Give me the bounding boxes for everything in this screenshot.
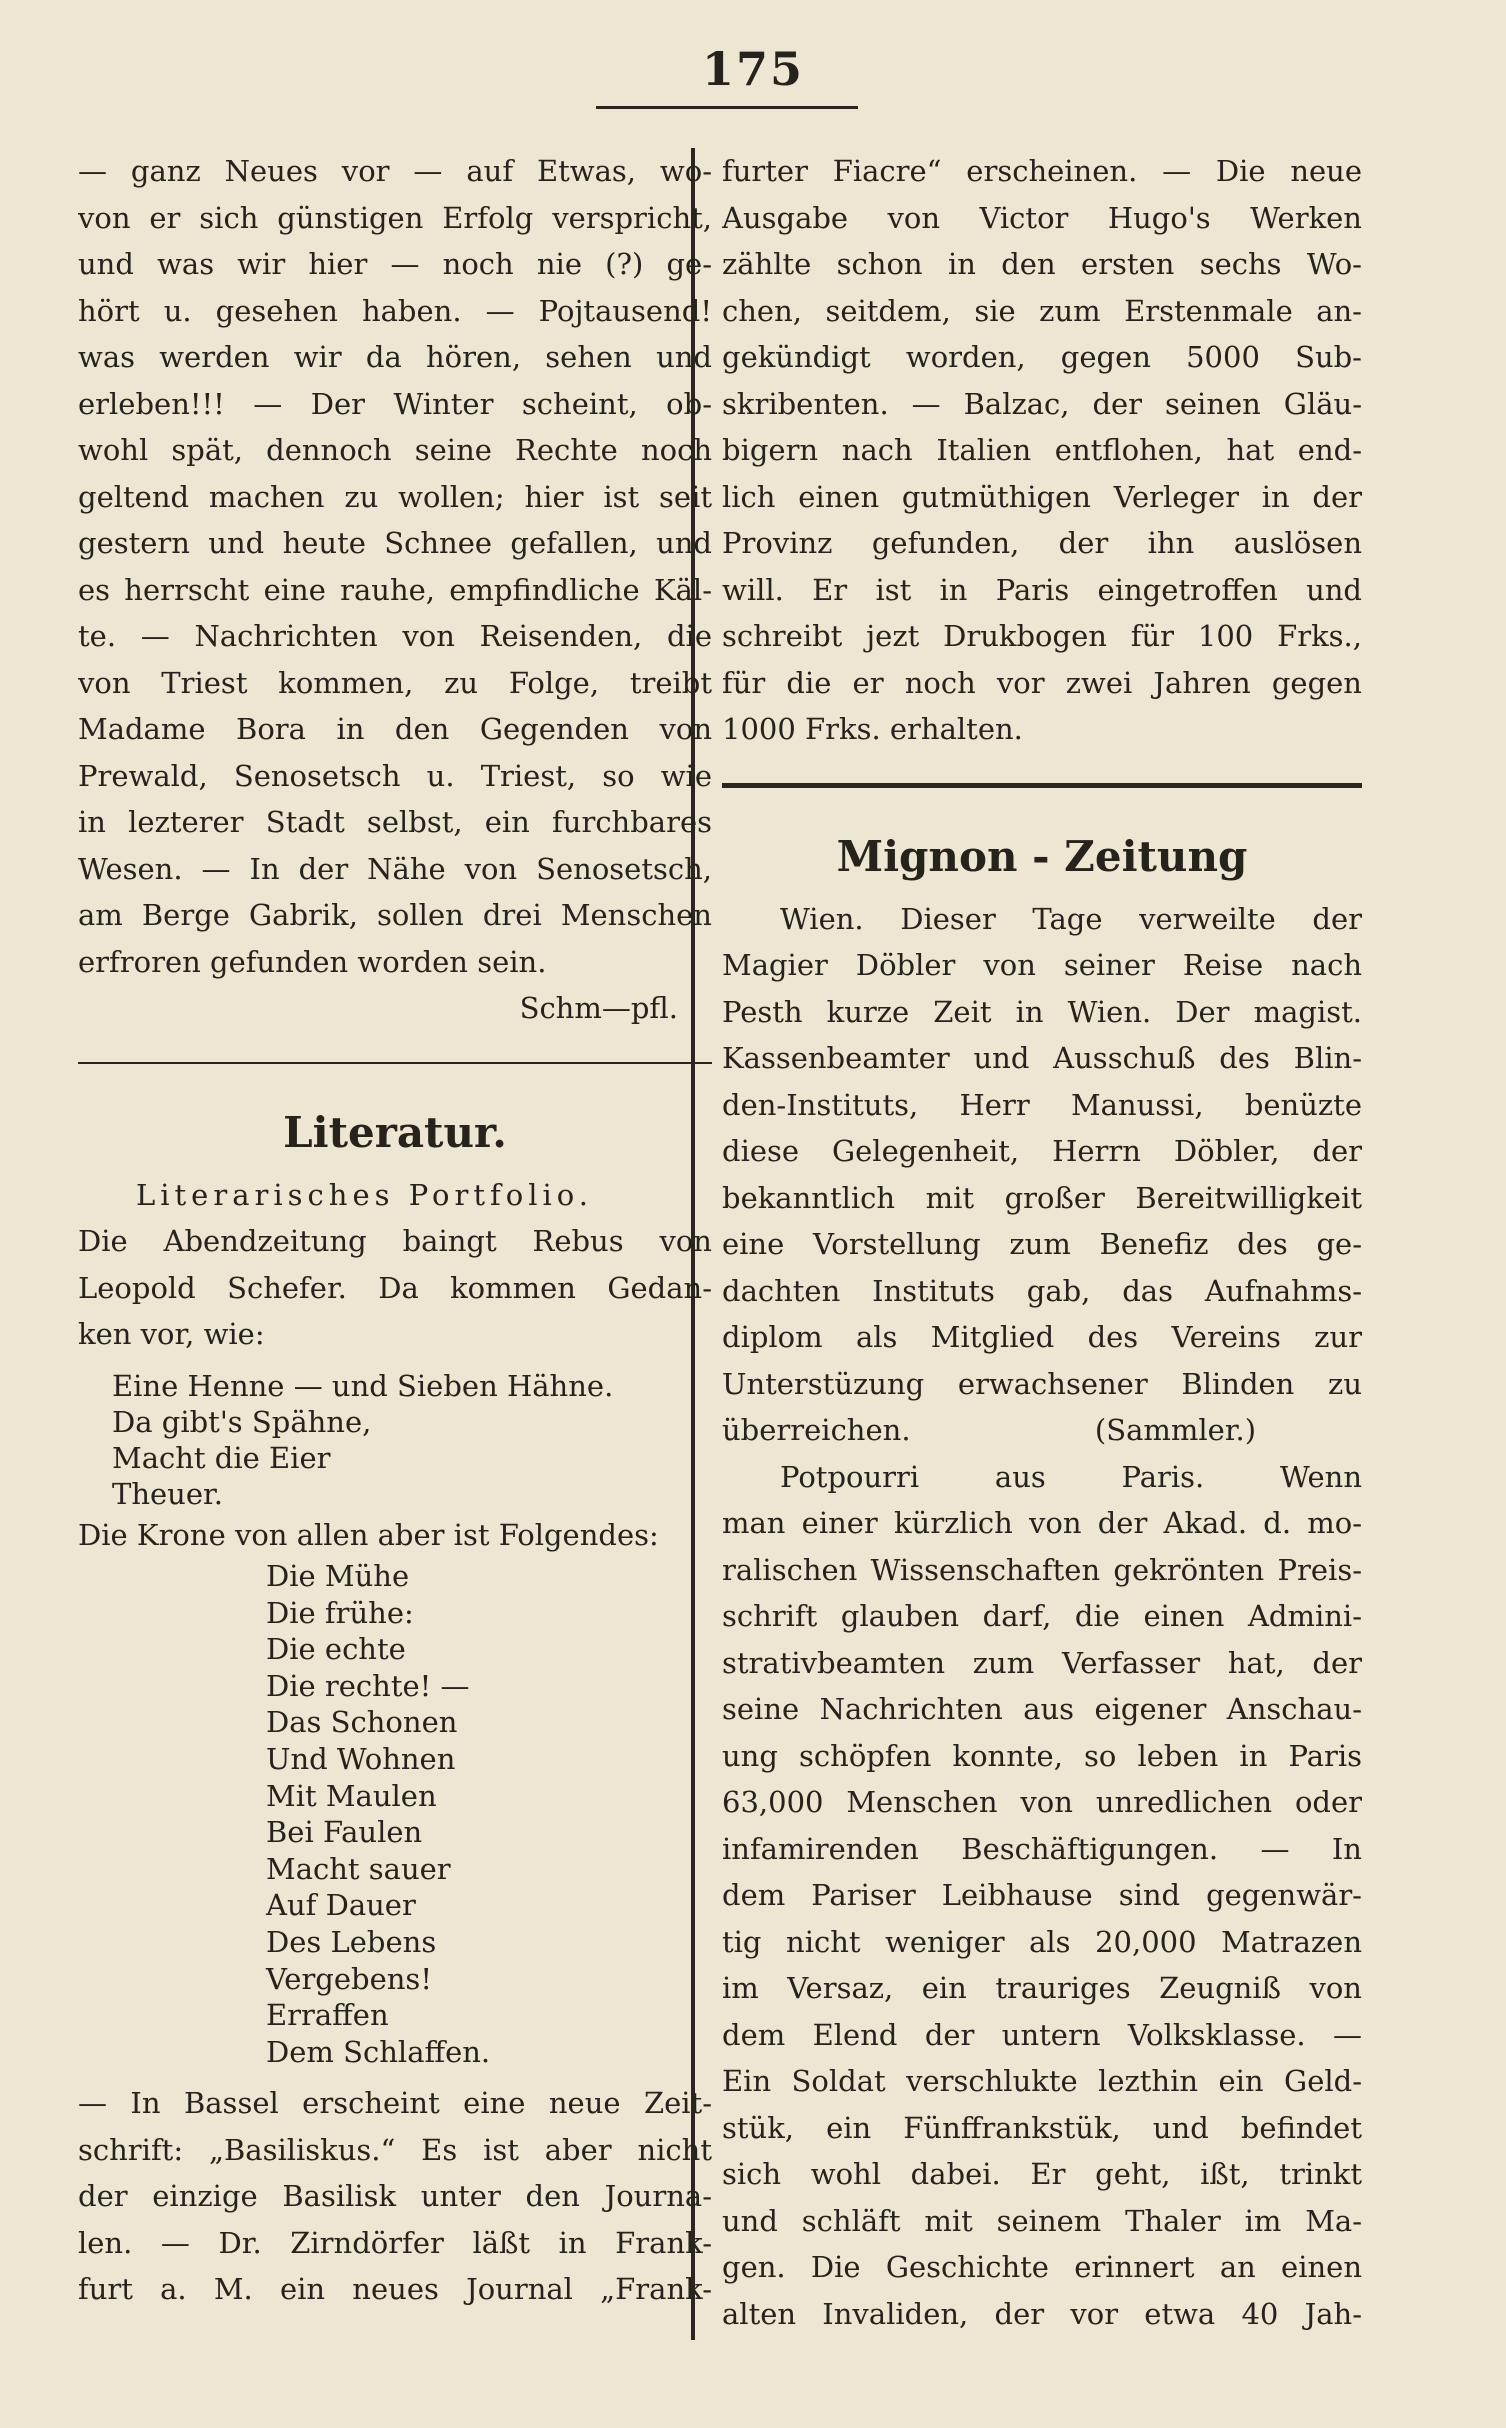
text-line: für die er noch vor zwei Jahren gegen xyxy=(722,665,1362,700)
text-line: skribenten. — Balzac, der seinen Gläu- xyxy=(722,386,1362,421)
text-line: Wesen. — In der Nähe von Senosetsch, xyxy=(78,851,712,886)
section-rule xyxy=(722,783,1362,788)
verse-line: Die echte xyxy=(266,1632,406,1667)
text-line: von Triest kommen, zu Folge, treibt xyxy=(78,665,712,700)
text-line: dachten Instituts gab, das Aufnahms- xyxy=(722,1273,1362,1308)
text-line: was werden wir da hören, sehen und xyxy=(78,340,712,374)
verse-line: Vergebens! xyxy=(266,1961,432,1996)
verse-line: Erraffen xyxy=(266,1998,389,2033)
text-line: in lezterer Stadt selbst, ein furchbares xyxy=(78,805,712,839)
verse-line: Macht sauer xyxy=(266,1851,451,1886)
verse-line: Eine Henne — und Sieben Hähne. xyxy=(112,1368,614,1403)
text-line: man einer kürzlich von der Akad. d. mo- xyxy=(722,1506,1362,1540)
text-line: der einzige Basilisk unter den Journa- xyxy=(78,2179,712,2214)
verse-line: Das Schonen xyxy=(266,1705,458,1740)
verse-line: Dem Schlaffen. xyxy=(266,2034,491,2069)
top-paragraph xyxy=(722,148,1362,753)
text-line: im Versaz, ein trauriges Zeugniß von xyxy=(722,1971,1362,2005)
verse-rebus xyxy=(78,1368,712,1512)
text-line: 1000 Frks. erhalten. xyxy=(722,712,1023,746)
text-line: furter Fiacre“ erscheinen. — Die neue xyxy=(722,154,1362,188)
text-line: lich einen gutmüthigen Verleger in der xyxy=(722,479,1362,514)
text-line: Leopold Schefer. Da kommen Gedan- xyxy=(78,1270,712,1305)
text-line: gestern und heute Schnee gefallen, und xyxy=(78,526,712,560)
left-column xyxy=(78,148,712,2313)
verse-line: Macht die Eier xyxy=(112,1440,331,1475)
text-line: Ausgabe von Victor Hugo's Werken xyxy=(722,200,1362,235)
text-line: infamirenden Beschäftigungen. — In xyxy=(722,1831,1362,1866)
text-line: diplom als Mitglied des Vereins zur xyxy=(722,1320,1362,1354)
text-line: wohl spät, dennoch seine Rechte noch xyxy=(78,433,712,467)
text-line: ung schöpfen konnte, so leben in Paris xyxy=(722,1738,1362,1773)
verse-krone xyxy=(78,1558,712,2070)
text-line: eine Vorstellung zum Benefiz des ge- xyxy=(722,1227,1362,1261)
text-line: strativbeamten zum Verfasser hat, der xyxy=(722,1645,1362,1680)
text-line: am Berge Gabrik, sollen drei Menschen xyxy=(78,898,712,932)
text-line: seine Nachrichten aus eigener Anschau- xyxy=(722,1692,1362,1726)
text-line: Unterstüzung erwachsener Blinden zu xyxy=(722,1366,1362,1401)
verse-line: Mit Maulen xyxy=(266,1778,437,1813)
text-line: 63,000 Menschen von unredlichen oder xyxy=(722,1785,1362,1819)
text-line: furt a. M. ein neues Journal „Frank- xyxy=(78,2272,712,2307)
text-line: erleben!!! — Der Winter scheint, ob- xyxy=(78,386,712,421)
text-line: Madame Bora in den Gegenden von xyxy=(78,712,712,746)
text-line: und was wir hier — noch nie (?) ge- xyxy=(78,247,712,281)
text-line: ken vor, wie: xyxy=(78,1317,265,1351)
text-line: — In Bassel erscheint eine neue Zeit- xyxy=(78,2086,712,2121)
text-line: gen. Die Geschichte erinnert an einen xyxy=(722,2250,1362,2284)
text-line: bigern nach Italien entflohen, hat end- xyxy=(722,433,1362,467)
closing-paragraph xyxy=(78,2080,712,2313)
text-line: sich wohl dabei. Er geht, ißt, trinkt xyxy=(722,2157,1362,2191)
text-line: stük, ein Fünffrankstük, und befindet xyxy=(722,2110,1362,2145)
text-line: überreichen. (Sammler.) xyxy=(722,1413,1257,1447)
intro-paragraph xyxy=(78,148,712,1032)
wien-paragraph xyxy=(722,896,1362,1454)
text-line: von er sich günstigen Erfolg verspricht, xyxy=(78,200,712,235)
text-line: Prewald, Senosetsch u. Triest, so wie xyxy=(78,758,712,793)
text-line: erfroren gefunden worden sein. xyxy=(78,944,547,979)
literatur-heading: Literatur. xyxy=(283,1107,507,1157)
text-line: geltend machen zu wollen; hier ist seit xyxy=(78,479,712,514)
text-line: bekanntlich mit großer Bereitwilligkeit xyxy=(722,1180,1362,1215)
verse-line: Des Lebens xyxy=(266,1924,437,1959)
verse-line: Die frühe: xyxy=(266,1595,414,1630)
verse-line: Auf Dauer xyxy=(266,1888,416,1923)
mignon-heading: Mignon - Zeitung xyxy=(836,831,1248,881)
text-line: chen, seitdem, sie zum Erstenmale an- xyxy=(722,293,1362,328)
section-rule xyxy=(78,1062,712,1064)
text-line: diese Gelegenheit, Herrn Döbler, der xyxy=(722,1134,1362,1168)
text-line: es herrscht eine rauhe, empfindliche Käl- xyxy=(78,572,712,607)
text-line: Kassenbeamter und Ausschuß des Blin- xyxy=(722,1041,1362,1075)
text-line: gekündigt worden, gegen 5000 Sub- xyxy=(722,340,1362,374)
text-line: und schläft mit seinem Thaler im Ma- xyxy=(722,2203,1362,2238)
text-line: Magier Döbler von seiner Reise nach xyxy=(722,948,1362,982)
verse-line: Die Mühe xyxy=(266,1559,410,1593)
krone-line: Die Krone von allen aber ist Folgendes: xyxy=(78,1517,659,1552)
text-line: hört u. gesehen haben. — Pojtausend! xyxy=(78,293,712,328)
text-line: schreibt jezt Drukbogen für 100 Frks., xyxy=(722,619,1362,653)
text-line: te. — Nachrichten von Reisenden, die xyxy=(78,619,712,653)
text-line: dem Pariser Leibhause sind gegenwär- xyxy=(722,1878,1362,1912)
text-line: tig nicht weniger als 20,000 Matrazen xyxy=(722,1924,1362,1959)
text-line: Provinz gefunden, der ihn auslösen xyxy=(722,526,1362,560)
verse-line: Theuer. xyxy=(112,1476,223,1511)
text-line: Die Abendzeitung baingt Rebus von xyxy=(78,1224,712,1258)
text-line: will. Er ist in Paris eingetroffen und xyxy=(722,572,1362,607)
text-line: zählte schon in den ersten sechs Wo- xyxy=(722,247,1362,281)
text-line: len. — Dr. Zirndörfer läßt in Frank- xyxy=(78,2225,712,2260)
text-line: Pesth kurze Zeit in Wien. Der magist. xyxy=(722,994,1362,1029)
text-line: Potpourri aus Paris. Wenn xyxy=(780,1459,1362,1494)
text-line: Wien. Dieser Tage verweilte der xyxy=(780,901,1362,936)
potpourri-paragraph xyxy=(722,1454,1362,2338)
text-line: Ein Soldat verschlukte lezthin ein Geld- xyxy=(722,2064,1362,2098)
text-line: — ganz Neues vor — auf Etwas, wo- xyxy=(78,154,712,188)
text-line: den-Instituts, Herr Manussi, benüzte xyxy=(722,1087,1362,1122)
text-line: dem Elend der untern Volksklasse. — xyxy=(722,2017,1362,2052)
text-line: alten Invaliden, der vor etwa 40 Jah- xyxy=(722,2296,1362,2331)
right-column xyxy=(722,148,1362,2337)
verse-line: Die rechte! — xyxy=(266,1668,470,1703)
signature: Schm—pfl. xyxy=(519,991,678,1025)
header-rule xyxy=(596,106,858,109)
text-line: schrift glauben darf, die einen Admini- xyxy=(722,1599,1362,1633)
portfolio-title: Literarisches Portfolio. xyxy=(136,1177,593,1212)
page-number: 175 xyxy=(701,42,805,96)
text-line: schrift: „Basiliskus.“ Es ist aber nicht xyxy=(78,2132,712,2167)
text-line: ralischen Wissenschaften gekrönten Preis- xyxy=(722,1552,1362,1587)
verse-line: Und Wohnen xyxy=(266,1741,456,1776)
verse-line: Da gibt's Spähne, xyxy=(112,1404,372,1439)
verse-line: Bei Faulen xyxy=(266,1815,423,1850)
